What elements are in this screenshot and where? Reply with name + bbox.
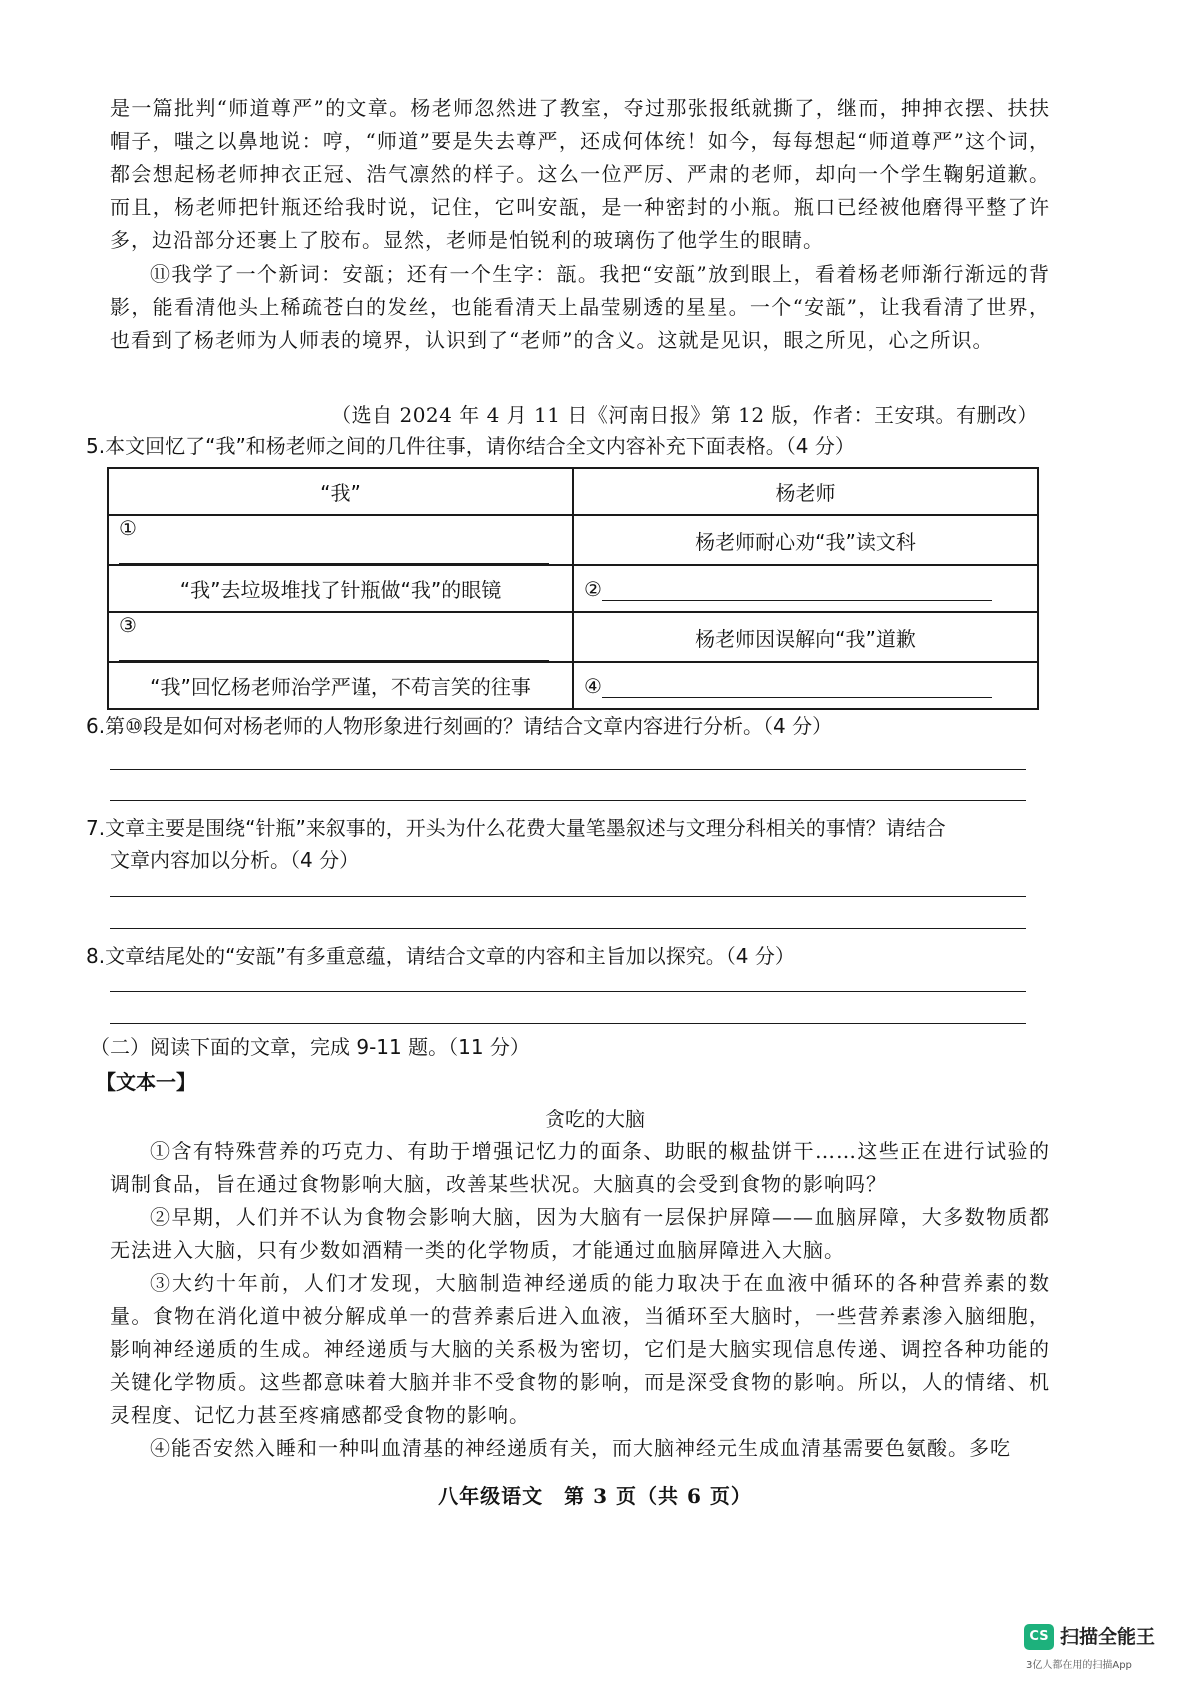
answer-blank-1[interactable]: ① — [108, 515, 573, 565]
table-header-row — [108, 468, 1038, 515]
answer-line[interactable] — [110, 1023, 1026, 1024]
answer-line[interactable] — [110, 928, 1026, 929]
answer-line[interactable] — [110, 769, 1026, 770]
article-title: 贪吃的大脑 — [545, 1107, 645, 1131]
answer-blank-3[interactable]: ③ — [108, 612, 573, 662]
watermark-name: 扫描全能王 — [1060, 1626, 1156, 1648]
answer-blank-4[interactable]: ④ — [573, 662, 1038, 709]
passage-paragraph-11: ⑪我学了一个新词：安瓿；还有一个生字：瓿。我把“安瓿”放到眼上，看着杨老师渐行渐远的背影，能看清他头上稀疏苍白的发丝，也能看清天上晶莹剔透的星星。一个“安瓿”，让我看清了世界，也看到了杨老师为人师表的境界，认识到了“老师”的含义。这就是见识，眼之所见，心之所识。 — [110, 262, 1050, 352]
table-cell: 杨老师耐心劝“我”读文科 — [573, 515, 1038, 565]
question-7-line-2: 文章内容加以分析。（4 分） — [110, 848, 360, 872]
article-paragraph-4: ④能否安然入睡和一种叫血清基的神经递质有关，而大脑神经元生成血清基需要色氨酸。多吃 — [150, 1436, 1011, 1460]
watermark-subtitle: 3亿人都在用的扫描App — [1026, 1660, 1132, 1671]
question-7 — [86, 812, 1044, 876]
answer-line[interactable] — [110, 896, 1026, 897]
table-header-teacher: 杨老师 — [573, 468, 1038, 515]
answer-blank-2[interactable]: ② — [573, 565, 1038, 612]
section-2-header: （二）阅读下面的文章，完成 9-11 题。（11 分） — [90, 1035, 530, 1059]
table-header-me: “我” — [108, 468, 573, 515]
passage-paragraph-10-end: 是一篇批判“师道尊严”的文章。杨老师忽然进了教室，夺过那张报纸就撕了，继而，抻抻衣摆、扶扶帽子，嗤之以鼻地说：哼，“师道”要是失去尊严，还成何体统！如今，每每想起“师道尊严”这个词，都会想起杨老师抻衣正冠、浩气凛然的样子。这么一位严厉、严肃的老师，却向一个学生鞠躬道歉。而且，杨老师把针瓶还给我时说，记住，它叫安瓿，是一种密封的小瓶。瓶口已经被他磨得平整了许多，边沿部分还裹上了胶布。显然，老师是怕锐利的玻璃伤了他学生的眼睛。 — [110, 96, 1050, 252]
table-row — [108, 612, 1038, 662]
table-row — [108, 515, 1038, 565]
table-row — [108, 662, 1038, 709]
question-8: 8.文章结尾处的“安瓿”有多重意蕴，请结合文章的内容和主旨加以探究。（4 分） — [86, 944, 795, 968]
table-row — [108, 565, 1038, 612]
answer-table — [107, 467, 1039, 710]
answer-line[interactable] — [110, 800, 1026, 801]
answer-line[interactable] — [110, 991, 1026, 992]
table-cell: 杨老师因误解向“我”道歉 — [573, 612, 1038, 662]
text-one-tag: 【文本一】 — [96, 1070, 196, 1094]
question-7-line-1: 7.文章主要是围绕“针瓶”来叙事的，开头为什么花费大量笔墨叙述与文理分科相关的事情？请结合 — [86, 816, 946, 840]
passage-source: （选自 2024 年 4 月 11 日《河南日报》第 12 版，作者：王安琪。有删改） — [331, 403, 1038, 427]
question-5: 5.本文回忆了“我”和杨老师之间的几件往事，请你结合全文内容补充下面表格。（4 分） — [86, 434, 855, 458]
question-6: 6.第⑩段是如何对杨老师的人物形象进行刻画的？请结合文章内容进行分析。（4 分） — [86, 714, 833, 738]
table-cell: “我”回忆杨老师治学严谨，不苟言笑的往事 — [108, 662, 573, 709]
page-footer: 八年级语文 第 3 页（共 6 页） — [438, 1484, 752, 1508]
camscanner-logo-icon: CS — [1024, 1624, 1054, 1650]
article-paragraph-2: ②早期，人们并不认为食物会影响大脑，因为大脑有一层保护屏障——血脑屏障，大多数物质都无法进入大脑，只有少数如酒精一类的化学物质，才能通过血脑屏障进入大脑。 — [110, 1205, 1050, 1262]
article-paragraph-1: ①含有特殊营养的巧克力、有助于增强记忆力的面条、助眠的椒盐饼干……这些正在进行试验的调制食品，旨在通过食物影响大脑，改善某些状况。大脑真的会受到食物的影响吗？ — [110, 1139, 1050, 1196]
table-cell: “我”去垃圾堆找了针瓶做“我”的眼镜 — [108, 565, 573, 612]
article-paragraph-3: ③大约十年前，人们才发现，大脑制造神经递质的能力取决于在血液中循环的各种营养素的数量。食物在消化道中被分解成单一的营养素后进入血液，当循环至大脑时，一些营养素渗入脑细胞，影响神经递质的生成。神经递质与大脑的关系极为密切，它们是大脑实现信息传递、调控各种功能的关键化学物质。这些都意味着大脑并非不受食物的影响，而是深受食物的影响。所以，人的情绪、机灵程度、记忆力甚至疼痛感都受食物的影响。 — [110, 1271, 1050, 1427]
